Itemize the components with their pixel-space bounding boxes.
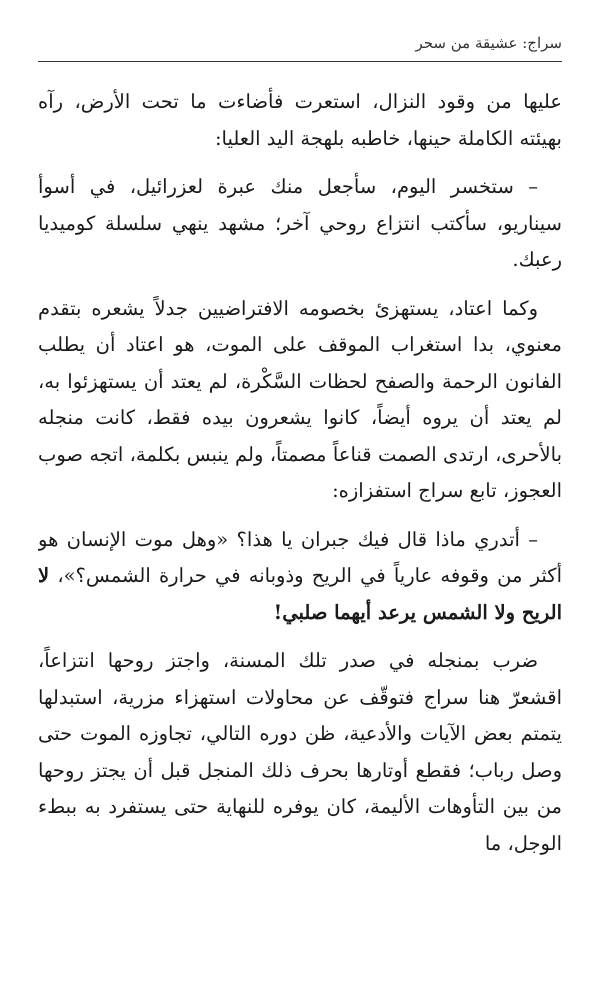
paragraph-3: وكما اعتاد، يستهزئ بخصومه الافتراضيين جدلاً يشعره بتقدم معنوي، بدا استغراب الموقف على الموت، هو اعتاد أن يطلب الفانون الرحمة والصفح لحظات السَّكْرة، لم يعتد أن يستهزئوا به، لم يعتد أن يروه أيضاً، كانوا يشعرون بيده فقط، كانت منجله بالأحرى، ارتدى الصمت قناعاً مصمتاً، ولم ينبس بكلمة، اتجه صوب العجوز، تابع سراج استفزازه: bbox=[38, 296, 562, 502]
running-header bbox=[38, 28, 562, 62]
running-title: سراج: عشيقة من سحر bbox=[415, 34, 562, 52]
paragraph-5: ضرب بمنجله في صدر تلك المسنة، واجتز روحها انتزاعاً، اقشعرّ هنا سراج فتوقّف عن محاولات استهزاء مزرية، استبدلها يتمتم بعض الآيات والأدعية، ظن دوره التالي، تجاوزه الموت حتى وصل رباب؛ فقطع أوتارها بحرف ذلك المنجل قبل أن يجتز روحها من بين التأوهات الأليمة، كان يوفره للنهاية حتى يستفرد به ببطء الوجل، ما bbox=[38, 649, 562, 855]
paragraph-4-dialog bbox=[38, 522, 562, 632]
paragraph-4-main: – أتدري ماذا قال فيك جبران يا هذا؟ «وهل موت الإنسان هو أكثر من وقوفه عارياً في الريح وذوبانه في حرارة الشمس؟»، bbox=[38, 527, 562, 587]
paragraph-1: عليها من وقود النزال، استعرت فأضاءت ما تحت الأرض، رآه بهيئته الكاملة حينها، خاطبه بلهجة اليد العليا: bbox=[38, 90, 562, 150]
paragraph-2-dialog: – ستخسر اليوم، سأجعل منك عبرة لعزرائيل، في أسوأ سيناريو، سأكتب انتزاع روحي آخر؛ مشهد ينهي سلسلة كوميديا رعبك. bbox=[38, 175, 562, 271]
paragraph-4-bold: لا الريح ولا الشمس يرعد أيهما صلبي! bbox=[38, 564, 562, 624]
body-text bbox=[38, 84, 562, 984]
